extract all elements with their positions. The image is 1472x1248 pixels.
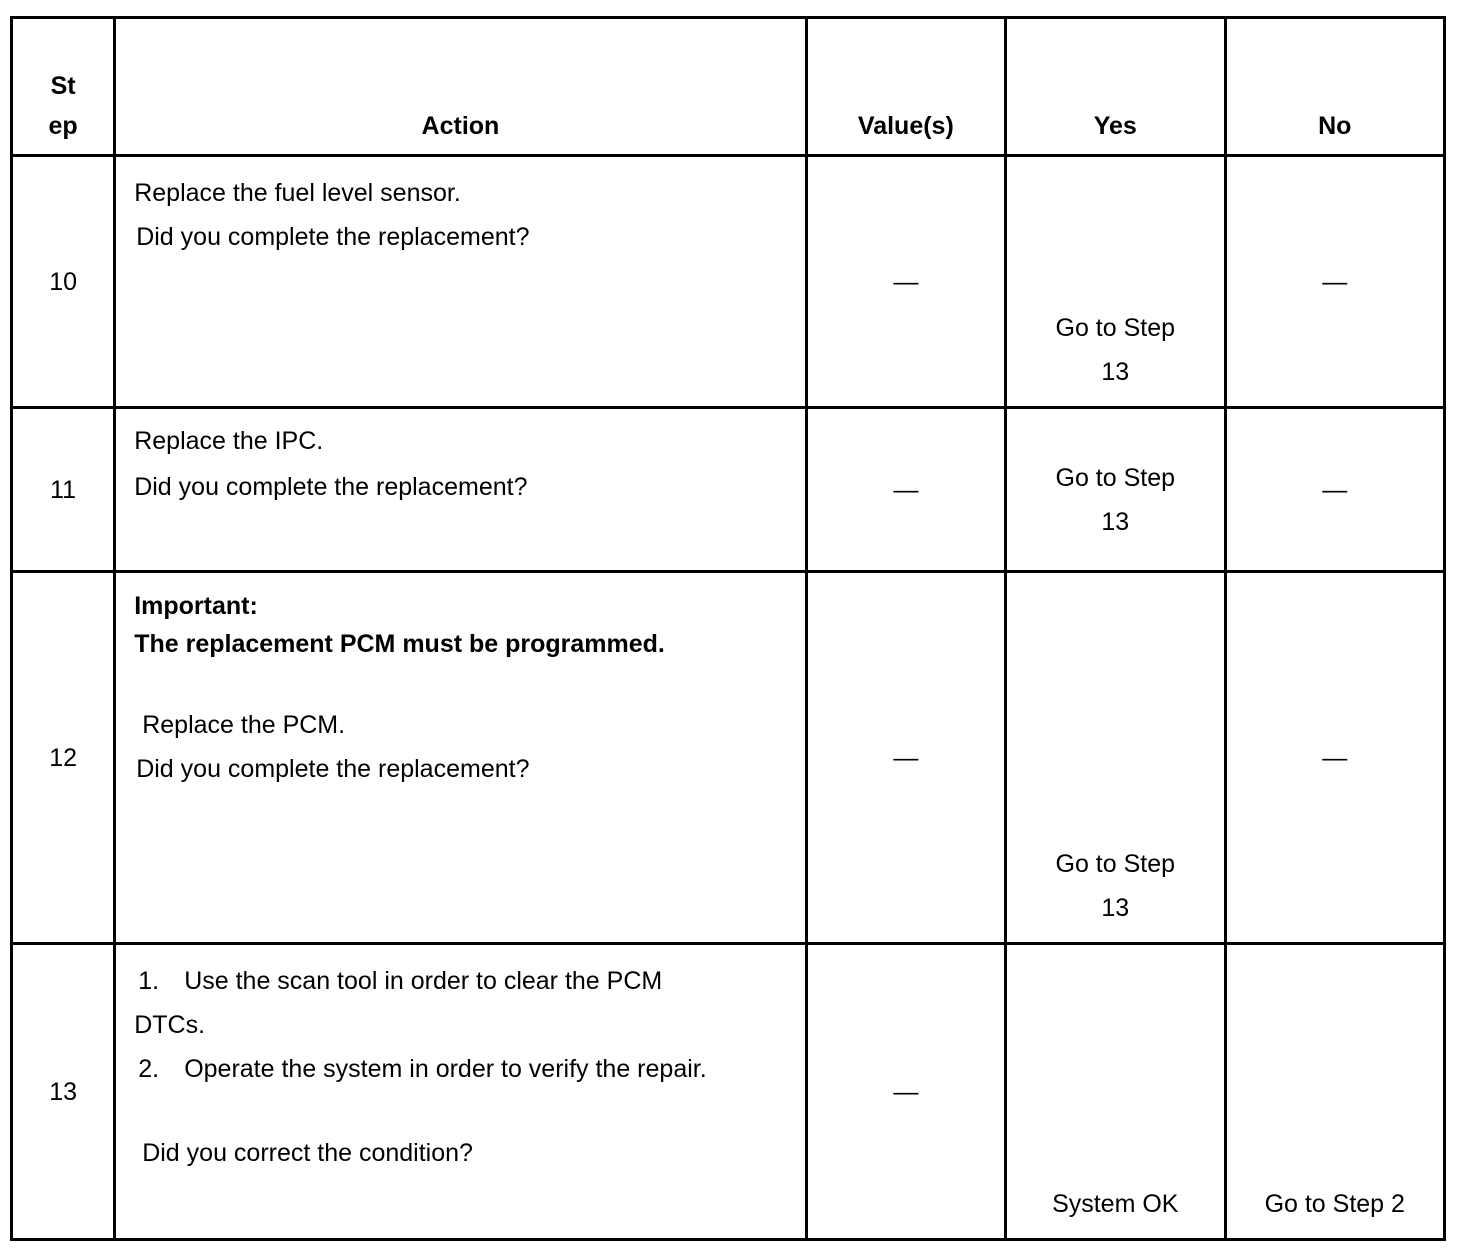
list-item: 2. Operate the system in order to verify the repair. [138, 1055, 707, 1083]
header-no: No [1225, 18, 1445, 156]
step-number: 12 [12, 572, 115, 944]
action-line: Replace the IPC. [134, 427, 324, 455]
yes-cell: Go to Step 13 [1006, 572, 1225, 944]
important-label: Important: [134, 592, 258, 620]
action-cell [115, 156, 806, 408]
action-question: Did you complete the replacement? [136, 755, 530, 783]
action-line: Replace the fuel level sensor. [134, 179, 461, 207]
action-question: Did you correct the condition? [142, 1139, 473, 1167]
action-question: Did you complete the replacement? [134, 473, 528, 501]
table-row [12, 572, 1445, 944]
step-number: 11 [12, 408, 115, 572]
no-cell: Go to Step 2 [1225, 944, 1445, 1240]
yes-cell: Go to Step 13 [1006, 408, 1225, 572]
table-header-row [12, 18, 1445, 156]
action-question: Did you complete the replacement? [136, 223, 530, 251]
header-step: St ep [12, 18, 115, 156]
list-item: 1. Use the scan tool in order to clear the PCM DTCs. [134, 967, 663, 1039]
action-line: Replace the PCM. [142, 711, 346, 739]
no-cell: — [1225, 408, 1445, 572]
yes-cell: Go to Step 13 [1006, 156, 1225, 408]
no-cell: — [1225, 156, 1445, 408]
table-row [12, 156, 1445, 408]
step-number: 10 [12, 156, 115, 408]
header-yes: Yes [1006, 18, 1225, 156]
table-row [12, 944, 1445, 1240]
action-cell [115, 408, 806, 572]
yes-cell: System OK [1006, 944, 1225, 1240]
value-cell: — [806, 408, 1005, 572]
step-number: 13 [12, 944, 115, 1240]
action-cell [115, 572, 806, 944]
value-cell: — [806, 944, 1005, 1240]
no-cell: — [1225, 572, 1445, 944]
value-cell: — [806, 156, 1005, 408]
value-cell: — [806, 572, 1005, 944]
header-values: Value(s) [806, 18, 1005, 156]
important-text: The replacement PCM must be programmed. [134, 630, 665, 658]
diagnostic-table [10, 16, 1446, 1241]
header-action: Action [115, 18, 806, 156]
action-cell [115, 944, 806, 1240]
table-row [12, 408, 1445, 572]
